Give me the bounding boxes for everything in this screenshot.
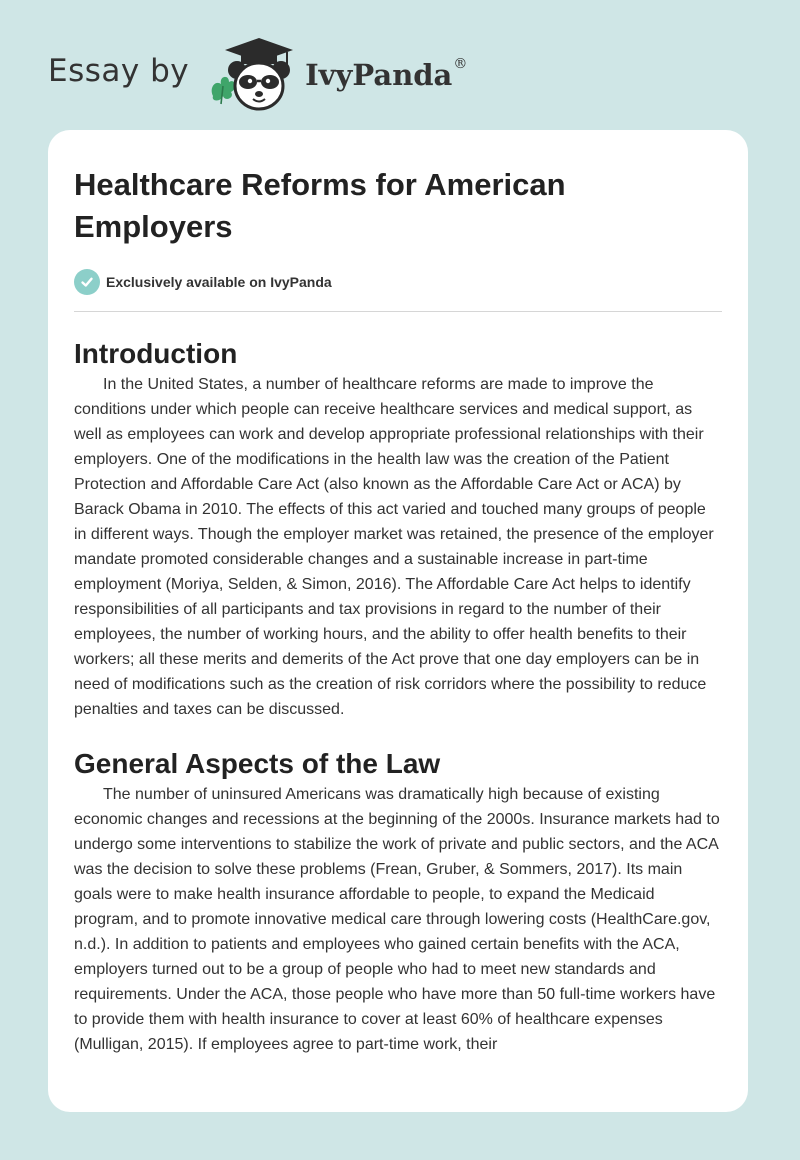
site-header	[48, 36, 467, 112]
registered-mark: ®	[453, 56, 468, 72]
essay-card	[48, 130, 748, 1112]
section-paragraph-introduction: In the United States, a number of healthcare reforms are made to improve the conditions under which people can receive healthcare services and medical support, as well as employees can work and develop appropriate professional relationships with their employers. One of the modifications in the health law was the creation of the Patient Protection and Affordable Care Act (also known as the Affordable Care Act or ACA) by Barack Obama in 2010. The effects of this act varied and touched many groups of people in different ways. Though the employer market was retained, the presence of the employer mandate promoted considerable changes and a sustainable increase in part-time employment (Moriya, Selden, & Simon, 2016). The Affordable Care Act helps to identify responsibilities of all participants and tax provisions in regard to the number of their employees, the number of working hours, and the ability to offer health benefits to their workers; all these merits and demerits of the Act prove that one day employers can be in need of modifications such as the creation of risk corridors where the possibility to reduce penalties and taxes can be discussed.	[74, 376, 714, 718]
section-heading-general-aspects: General Aspects of the Law	[74, 748, 441, 779]
page-title: Healthcare Reforms for American Employers	[74, 167, 566, 244]
section-heading-introduction: Introduction	[74, 338, 238, 369]
checkmark-icon	[74, 269, 100, 295]
exclusive-label: Exclusively available on IvyPanda	[106, 274, 332, 290]
brand-name-text: IvyPanda	[305, 58, 453, 92]
divider	[74, 311, 722, 312]
section-paragraph-general-aspects: The number of uninsured Americans was dramatically high because of existing economic changes and recessions at the beginning of the 2000s. Insurance markets had to undergo some interventions to stabilize the work of private and public sectors, and the ACA was the decision to solve these problems (Frean, Gruber, & Sommers, 2017). Its main goals were to make health insurance affordable to people, to expand the Medicaid program, and to promote innovative medical care through lowering costs (HealthCare.gov, n.d.). In addition to patients and employees who gained certain benefits with the ACA, employers turned out to be a group of people who had to meet new standards and requirements. Under the ACA, those people who have more than 50 full-time workers have to provide them with health insurance to cover at least 60% of healthcare expenses (Mulligan, 2015). If employees agree to part-time work, their	[74, 786, 720, 1053]
brand-name[interactable]	[305, 58, 467, 92]
exclusive-badge	[74, 268, 722, 296]
essay-by-label: Essay by	[48, 53, 190, 89]
panda-graduate-logo-icon[interactable]	[207, 36, 297, 112]
